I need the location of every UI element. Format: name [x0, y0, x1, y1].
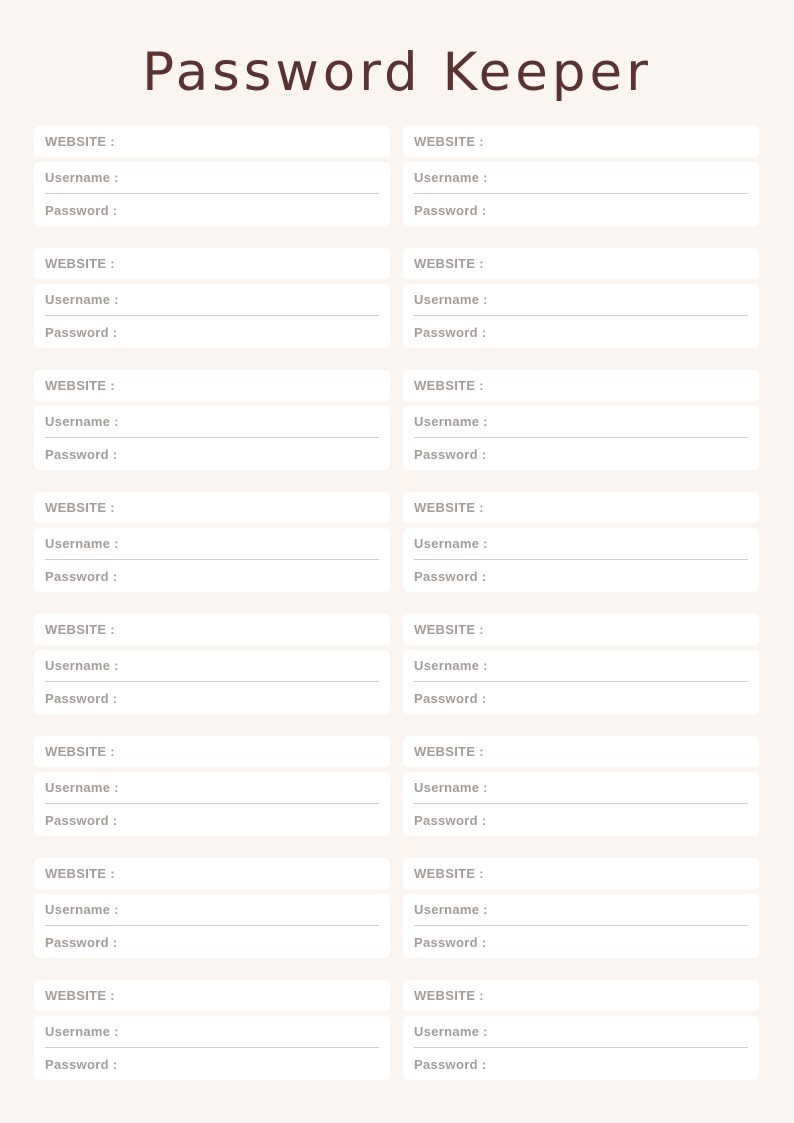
username-label: Username : — [414, 170, 488, 185]
username-field[interactable] — [414, 406, 748, 438]
password-field[interactable] — [45, 804, 379, 836]
password-label: Password : — [414, 324, 487, 340]
password-label: Password : — [414, 1056, 487, 1072]
page-title: Password Keeper — [142, 42, 652, 103]
password-entry — [403, 126, 759, 226]
password-label: Password : — [414, 934, 487, 950]
website-label: WEBSITE : — [45, 378, 115, 393]
password-entry — [403, 248, 759, 348]
password-label: Password : — [414, 568, 487, 584]
website-label: WEBSITE : — [45, 988, 115, 1003]
credentials-box — [34, 650, 390, 714]
website-label: WEBSITE : — [414, 988, 484, 1003]
password-field[interactable] — [414, 316, 748, 348]
username-label: Username : — [45, 170, 119, 185]
credentials-box — [403, 162, 759, 226]
username-field[interactable] — [45, 284, 379, 316]
website-field[interactable] — [403, 858, 759, 889]
password-entry — [34, 492, 390, 592]
username-label: Username : — [45, 414, 119, 429]
password-field[interactable] — [414, 438, 748, 470]
username-field[interactable] — [45, 528, 379, 560]
website-label: WEBSITE : — [414, 622, 484, 637]
password-field[interactable] — [45, 682, 379, 714]
password-field[interactable] — [414, 804, 748, 836]
username-field[interactable] — [414, 1016, 748, 1048]
username-label: Username : — [45, 292, 119, 307]
website-label: WEBSITE : — [45, 134, 115, 149]
credentials-box — [403, 650, 759, 714]
website-field[interactable] — [34, 370, 390, 401]
username-field[interactable] — [414, 772, 748, 804]
username-field[interactable] — [414, 528, 748, 560]
username-field[interactable] — [45, 894, 379, 926]
username-label: Username : — [414, 292, 488, 307]
password-field[interactable] — [45, 1048, 379, 1080]
password-entry — [34, 248, 390, 348]
password-entry — [403, 858, 759, 958]
password-field[interactable] — [45, 926, 379, 958]
password-entry — [403, 614, 759, 714]
username-label: Username : — [45, 902, 119, 917]
password-label: Password : — [45, 812, 118, 828]
password-entry — [403, 370, 759, 470]
username-field[interactable] — [414, 284, 748, 316]
credentials-box — [403, 1016, 759, 1080]
website-field[interactable] — [34, 614, 390, 645]
username-label: Username : — [45, 536, 119, 551]
website-label: WEBSITE : — [414, 378, 484, 393]
username-field[interactable] — [45, 1016, 379, 1048]
credentials-box — [403, 284, 759, 348]
credentials-box — [403, 406, 759, 470]
credentials-box — [34, 772, 390, 836]
password-label: Password : — [414, 812, 487, 828]
username-field[interactable] — [414, 650, 748, 682]
username-label: Username : — [45, 780, 119, 795]
username-field[interactable] — [45, 650, 379, 682]
username-label: Username : — [414, 902, 488, 917]
credentials-box — [34, 162, 390, 226]
password-entry — [34, 370, 390, 470]
username-field[interactable] — [414, 162, 748, 194]
website-field[interactable] — [403, 248, 759, 279]
website-field[interactable] — [34, 248, 390, 279]
website-label: WEBSITE : — [414, 500, 484, 515]
username-field[interactable] — [414, 894, 748, 926]
username-label: Username : — [414, 414, 488, 429]
password-label: Password : — [45, 568, 118, 584]
website-label: WEBSITE : — [45, 744, 115, 759]
password-field[interactable] — [414, 194, 748, 226]
password-label: Password : — [45, 202, 118, 218]
credentials-box — [34, 1016, 390, 1080]
credentials-box — [34, 406, 390, 470]
website-label: WEBSITE : — [45, 866, 115, 881]
password-label: Password : — [45, 446, 118, 462]
website-label: WEBSITE : — [45, 622, 115, 637]
website-label: WEBSITE : — [45, 500, 115, 515]
password-label: Password : — [45, 324, 118, 340]
password-label: Password : — [414, 202, 487, 218]
website-field[interactable] — [34, 980, 390, 1011]
password-entry — [34, 614, 390, 714]
website-field[interactable] — [403, 370, 759, 401]
password-label: Password : — [45, 690, 118, 706]
username-field[interactable] — [45, 772, 379, 804]
password-entry — [403, 492, 759, 592]
username-field[interactable] — [45, 406, 379, 438]
website-label: WEBSITE : — [414, 866, 484, 881]
website-label: WEBSITE : — [414, 256, 484, 271]
password-label: Password : — [45, 1056, 118, 1072]
password-field[interactable] — [45, 560, 379, 592]
password-label: Password : — [45, 934, 118, 950]
password-entry — [403, 736, 759, 836]
username-label: Username : — [414, 536, 488, 551]
website-label: WEBSITE : — [45, 256, 115, 271]
username-label: Username : — [45, 658, 119, 673]
credentials-box — [403, 894, 759, 958]
password-entry — [34, 858, 390, 958]
password-field[interactable] — [45, 438, 379, 470]
website-field[interactable] — [34, 858, 390, 889]
credentials-box — [34, 894, 390, 958]
website-field[interactable] — [34, 736, 390, 767]
credentials-box — [34, 284, 390, 348]
password-field[interactable] — [414, 1048, 748, 1080]
password-entries-grid — [34, 126, 759, 1080]
credentials-box — [403, 772, 759, 836]
website-field[interactable] — [403, 492, 759, 523]
username-field[interactable] — [45, 162, 379, 194]
username-label: Username : — [414, 780, 488, 795]
password-entry — [34, 126, 390, 226]
password-label: Password : — [414, 690, 487, 706]
password-entry — [34, 736, 390, 836]
website-field[interactable] — [403, 736, 759, 767]
username-label: Username : — [414, 658, 488, 673]
website-field[interactable] — [403, 980, 759, 1011]
credentials-box — [403, 528, 759, 592]
website-field[interactable] — [34, 492, 390, 523]
password-field[interactable] — [414, 926, 748, 958]
password-field[interactable] — [45, 194, 379, 226]
password-entry — [34, 980, 390, 1080]
website-field[interactable] — [34, 126, 390, 157]
password-field[interactable] — [414, 560, 748, 592]
password-field[interactable] — [414, 682, 748, 714]
website-field[interactable] — [403, 614, 759, 645]
username-label: Username : — [45, 1024, 119, 1039]
credentials-box — [34, 528, 390, 592]
password-label: Password : — [414, 446, 487, 462]
password-entry — [403, 980, 759, 1080]
username-label: Username : — [414, 1024, 488, 1039]
website-label: WEBSITE : — [414, 134, 484, 149]
website-label: WEBSITE : — [414, 744, 484, 759]
password-field[interactable] — [45, 316, 379, 348]
website-field[interactable] — [403, 126, 759, 157]
